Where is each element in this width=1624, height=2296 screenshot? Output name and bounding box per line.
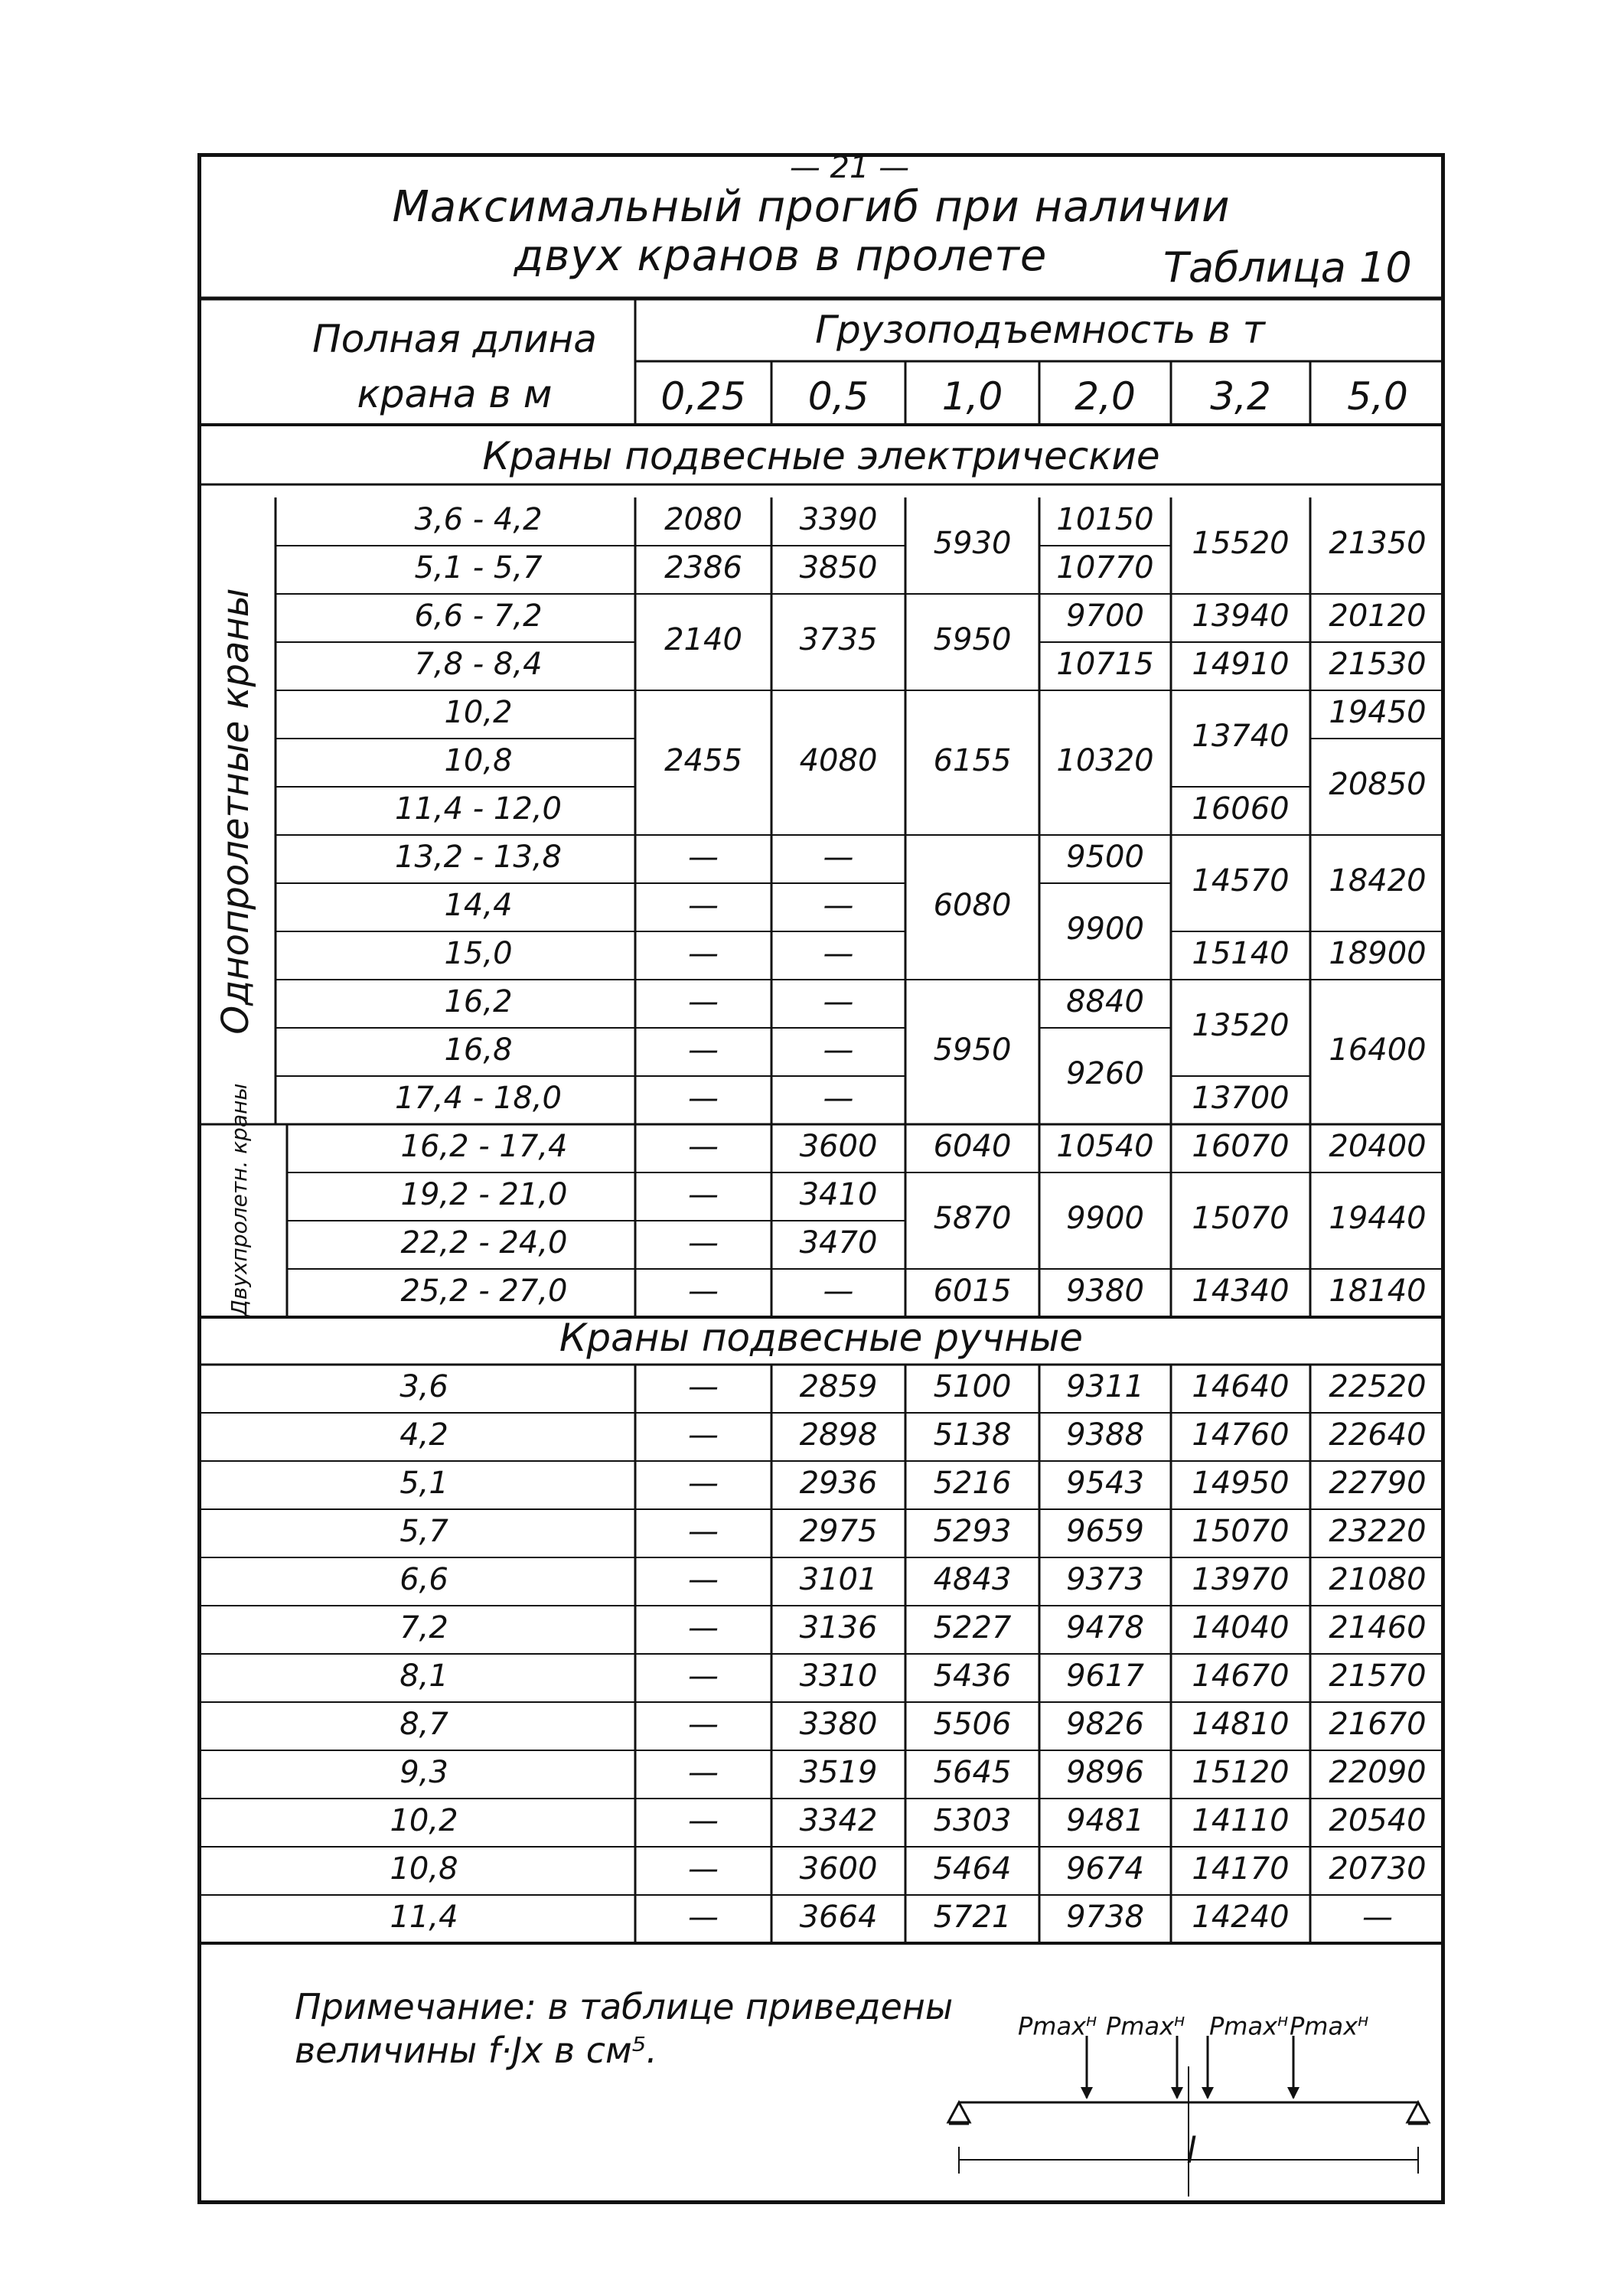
- capacity-header-2: 0,5: [807, 374, 869, 419]
- manual-value-cell: 14240: [1192, 1899, 1290, 1935]
- manual-value-cell: 20540: [1329, 1802, 1427, 1838]
- manual-value-cell: 9311: [1066, 1368, 1144, 1404]
- support-icon: [948, 2102, 970, 2122]
- page-subtitle: двух кранов в пролете: [514, 231, 1048, 281]
- crane-length-cell: 16,2: [444, 983, 513, 1019]
- crane-length-cell: 22,2 - 24,0: [400, 1225, 568, 1261]
- section-title-electric: Краны подвесные электрические: [482, 434, 1160, 478]
- manual-value-cell: 3136: [799, 1609, 878, 1645]
- electric-value-cell: —: [688, 1225, 719, 1261]
- manual-length-cell: 9,3: [399, 1754, 448, 1790]
- electric-value-cell: 5950: [933, 1032, 1012, 1068]
- manual-value-cell: 5303: [933, 1802, 1012, 1838]
- manual-length-cell: 8,7: [399, 1706, 448, 1742]
- crane-length-cell: 15,0: [444, 935, 513, 971]
- manual-length-cell: 7,2: [399, 1609, 448, 1645]
- electric-value-cell: 18140: [1329, 1273, 1427, 1309]
- electric-value-cell: 6155: [933, 742, 1012, 778]
- manual-length-cell: 10,8: [390, 1851, 458, 1887]
- page-title: Максимальный прогиб при наличии: [392, 182, 1231, 232]
- manual-value-cell: 2975: [799, 1513, 878, 1549]
- manual-value-cell: 9674: [1066, 1851, 1144, 1887]
- crane-length-cell: 6,6 - 7,2: [414, 598, 543, 634]
- electric-value-cell: 2455: [664, 742, 742, 778]
- note-text: Примечание: в таблице приведены: [295, 1986, 954, 2027]
- manual-value-cell: 21080: [1329, 1561, 1427, 1597]
- crane-length-cell: 13,2 - 13,8: [395, 839, 562, 875]
- electric-value-cell: —: [823, 1273, 854, 1309]
- manual-value-cell: 13970: [1192, 1561, 1290, 1597]
- electric-value-cell: 2386: [664, 550, 742, 585]
- electric-value-cell: 14340: [1192, 1273, 1290, 1309]
- manual-length-cell: 5,7: [399, 1513, 448, 1549]
- electric-value-cell: 9260: [1066, 1056, 1144, 1091]
- load-arrow-icon: [1081, 2087, 1093, 2099]
- electric-value-cell: 9380: [1066, 1273, 1144, 1309]
- note-formula: величины f·Jx в см⁵.: [295, 2030, 657, 2071]
- electric-value-cell: 10715: [1056, 646, 1154, 682]
- manual-value-cell: —: [1362, 1899, 1393, 1935]
- electric-value-cell: 8840: [1066, 983, 1144, 1019]
- electric-value-cell: 20120: [1329, 598, 1427, 634]
- electric-value-cell: 16060: [1192, 791, 1290, 827]
- manual-value-cell: 14760: [1192, 1417, 1290, 1453]
- manual-length-cell: 6,6: [399, 1561, 448, 1597]
- crane-length-cell: 14,4: [444, 887, 513, 923]
- manual-value-cell: —: [688, 1561, 719, 1597]
- crane-length-cell: 11,4 - 12,0: [395, 791, 562, 827]
- electric-value-cell: 5930: [933, 526, 1012, 561]
- manual-value-cell: 14170: [1192, 1851, 1290, 1887]
- electric-value-cell: 14910: [1192, 646, 1290, 682]
- manual-value-cell: 14810: [1192, 1706, 1290, 1742]
- manual-value-cell: —: [688, 1754, 719, 1790]
- manual-value-cell: 14640: [1192, 1368, 1290, 1404]
- capacity-header-4: 2,0: [1075, 374, 1136, 419]
- manual-length-cell: 8,1: [399, 1658, 448, 1694]
- electric-value-cell: 19440: [1329, 1201, 1427, 1236]
- electric-value-cell: 20850: [1329, 767, 1427, 802]
- crane-length-cell: 16,8: [444, 1032, 513, 1068]
- manual-value-cell: 9478: [1066, 1609, 1144, 1645]
- manual-value-cell: —: [688, 1609, 719, 1645]
- manual-value-cell: 9826: [1066, 1706, 1144, 1742]
- support-icon: [1407, 2102, 1429, 2122]
- manual-value-cell: 5506: [933, 1706, 1012, 1742]
- electric-value-cell: 16070: [1192, 1128, 1290, 1164]
- span-label: l: [1186, 2130, 1196, 2171]
- manual-value-cell: 23220: [1329, 1513, 1427, 1549]
- load-label: Pmax$^н$: [1209, 2011, 1289, 2041]
- manual-value-cell: 15120: [1192, 1754, 1290, 1790]
- manual-value-cell: 5436: [933, 1658, 1012, 1694]
- manual-value-cell: —: [688, 1417, 719, 1453]
- electric-value-cell: 3410: [799, 1176, 878, 1212]
- electric-value-cell: 18420: [1329, 863, 1427, 899]
- crane-length-cell: 25,2 - 27,0: [400, 1273, 568, 1309]
- electric-value-cell: 9700: [1066, 598, 1144, 634]
- electric-value-cell: —: [688, 935, 719, 971]
- manual-value-cell: 4843: [933, 1561, 1012, 1597]
- manual-value-cell: 9617: [1066, 1658, 1144, 1694]
- manual-value-cell: —: [688, 1513, 719, 1549]
- crane-length-cell: 19,2 - 21,0: [400, 1176, 568, 1212]
- electric-value-cell: 5870: [933, 1201, 1012, 1236]
- electric-value-cell: 15520: [1192, 526, 1290, 561]
- crane-length-cell: 7,8 - 8,4: [414, 646, 543, 682]
- electric-value-cell: 13740: [1192, 719, 1290, 754]
- load-arrow-icon: [1202, 2087, 1214, 2099]
- manual-value-cell: 3380: [799, 1706, 878, 1742]
- electric-value-cell: 13940: [1192, 598, 1290, 634]
- electric-value-cell: —: [823, 983, 854, 1019]
- electric-value-cell: —: [688, 1032, 719, 1068]
- manual-value-cell: 14950: [1192, 1465, 1290, 1501]
- crane-length-cell: 3,6 - 4,2: [414, 501, 543, 537]
- manual-value-cell: 3664: [799, 1899, 878, 1935]
- electric-value-cell: 6040: [933, 1128, 1012, 1164]
- manual-value-cell: —: [688, 1658, 719, 1694]
- electric-value-cell: —: [688, 1176, 719, 1212]
- electric-value-cell: 3390: [799, 501, 878, 537]
- electric-value-cell: 14570: [1192, 863, 1290, 899]
- electric-value-cell: 4080: [799, 742, 878, 778]
- manual-value-cell: 15070: [1192, 1513, 1290, 1549]
- manual-value-cell: 21670: [1329, 1706, 1427, 1742]
- manual-value-cell: 14040: [1192, 1609, 1290, 1645]
- electric-value-cell: 21530: [1329, 646, 1427, 682]
- column-group-capacity: Грузоподъемность в т: [815, 308, 1265, 352]
- crane-length-cell: 5,1 - 5,7: [414, 550, 543, 585]
- column-header-length-unit: крана в м: [357, 372, 553, 416]
- electric-value-cell: 2140: [664, 622, 742, 657]
- electric-value-cell: 2080: [664, 501, 742, 537]
- manual-value-cell: —: [688, 1368, 719, 1404]
- electric-value-cell: 3735: [799, 622, 878, 657]
- electric-value-cell: 20400: [1329, 1128, 1427, 1164]
- electric-value-cell: 3470: [799, 1225, 878, 1261]
- manual-value-cell: 22640: [1329, 1417, 1427, 1453]
- crane-length-cell: 16,2 - 17,4: [400, 1128, 568, 1164]
- manual-value-cell: 5216: [933, 1465, 1012, 1501]
- electric-value-cell: —: [823, 935, 854, 971]
- table-label: Таблица 10: [1163, 243, 1412, 292]
- electric-value-cell: 15140: [1192, 935, 1290, 971]
- electric-value-cell: —: [823, 1080, 854, 1116]
- manual-value-cell: 2859: [799, 1368, 878, 1404]
- manual-value-cell: 3600: [799, 1851, 878, 1887]
- manual-length-cell: 4,2: [399, 1417, 448, 1453]
- manual-value-cell: 21460: [1329, 1609, 1427, 1645]
- load-arrow-icon: [1287, 2087, 1300, 2099]
- manual-length-cell: 10,2: [390, 1802, 458, 1838]
- load-arrow-icon: [1171, 2087, 1183, 2099]
- crane-length-cell: 10,8: [444, 742, 513, 778]
- manual-value-cell: 20730: [1329, 1851, 1427, 1887]
- load-superscript: н: [1358, 2011, 1369, 2030]
- capacity-header-6: 5,0: [1347, 374, 1408, 419]
- manual-value-cell: 5100: [933, 1368, 1012, 1404]
- electric-value-cell: 3600: [799, 1128, 878, 1164]
- manual-value-cell: 9896: [1066, 1754, 1144, 1790]
- manual-value-cell: 9481: [1066, 1802, 1144, 1838]
- electric-value-cell: 21350: [1329, 526, 1427, 561]
- manual-value-cell: 21570: [1329, 1658, 1427, 1694]
- crane-length-cell: 17,4 - 18,0: [395, 1080, 562, 1116]
- manual-value-cell: 2936: [799, 1465, 878, 1501]
- electric-value-cell: 18900: [1329, 935, 1427, 971]
- manual-length-cell: 11,4: [390, 1899, 458, 1935]
- load-label: Pmax$^н$: [1018, 2011, 1097, 2041]
- manual-value-cell: 9659: [1066, 1513, 1144, 1549]
- electric-value-cell: 10540: [1056, 1128, 1154, 1164]
- manual-value-cell: 9388: [1066, 1417, 1144, 1453]
- manual-value-cell: 5227: [933, 1609, 1012, 1645]
- electric-value-cell: 10770: [1056, 550, 1154, 585]
- electric-value-cell: 6015: [933, 1273, 1012, 1309]
- manual-length-cell: 3,6: [399, 1368, 448, 1404]
- column-header-length: Полная длина: [312, 317, 597, 361]
- electric-value-cell: 9500: [1066, 839, 1144, 875]
- manual-value-cell: 22090: [1329, 1754, 1427, 1790]
- load-superscript: н: [1277, 2011, 1289, 2030]
- electric-value-cell: 10150: [1056, 501, 1154, 537]
- manual-value-cell: 9543: [1066, 1465, 1144, 1501]
- manual-value-cell: 3519: [799, 1754, 878, 1790]
- electric-value-cell: 6080: [933, 887, 1012, 923]
- electric-value-cell: —: [688, 839, 719, 875]
- electric-value-cell: —: [688, 887, 719, 923]
- manual-value-cell: 5645: [933, 1754, 1012, 1790]
- manual-value-cell: 5721: [933, 1899, 1012, 1935]
- electric-value-cell: 13520: [1192, 1008, 1290, 1043]
- page-number: — 21 —: [789, 150, 910, 185]
- manual-value-cell: 5293: [933, 1513, 1012, 1549]
- electric-value-cell: —: [823, 1032, 854, 1068]
- electric-value-cell: —: [688, 983, 719, 1019]
- crane-length-cell: 10,2: [444, 694, 513, 730]
- manual-value-cell: 3342: [799, 1802, 878, 1838]
- electric-value-cell: 9900: [1066, 1201, 1144, 1236]
- manual-value-cell: 22520: [1329, 1368, 1427, 1404]
- load-superscript: н: [1174, 2011, 1185, 2030]
- section-title-manual: Краны подвесные ручные: [559, 1316, 1084, 1360]
- manual-value-cell: 22790: [1329, 1465, 1427, 1501]
- electric-value-cell: 16400: [1329, 1032, 1427, 1068]
- manual-value-cell: 9738: [1066, 1899, 1144, 1935]
- manual-value-cell: 5138: [933, 1417, 1012, 1453]
- load-superscript: н: [1086, 2011, 1097, 2030]
- electric-value-cell: —: [823, 839, 854, 875]
- electric-value-cell: 19450: [1329, 694, 1427, 730]
- manual-value-cell: 5464: [933, 1851, 1012, 1887]
- manual-value-cell: —: [688, 1851, 719, 1887]
- manual-value-cell: 3310: [799, 1658, 878, 1694]
- electric-value-cell: —: [823, 887, 854, 923]
- electric-value-cell: 10320: [1056, 742, 1154, 778]
- group-label-single-span: Однопролетные краны: [214, 587, 257, 1035]
- manual-value-cell: 3101: [799, 1561, 878, 1597]
- electric-value-cell: —: [688, 1273, 719, 1309]
- electric-value-cell: —: [688, 1128, 719, 1164]
- capacity-header-3: 1,0: [941, 374, 1003, 419]
- group-label-double-span: Двухпролетн. краны: [227, 1083, 252, 1316]
- manual-value-cell: 2898: [799, 1417, 878, 1453]
- electric-value-cell: 9900: [1066, 912, 1144, 947]
- manual-value-cell: —: [688, 1802, 719, 1838]
- manual-value-cell: —: [688, 1899, 719, 1935]
- electric-value-cell: 13700: [1192, 1080, 1290, 1116]
- electric-value-cell: 3850: [799, 550, 878, 585]
- load-label: Pmax$^н$: [1106, 2011, 1185, 2041]
- load-label: Pmax$^н$: [1290, 2011, 1369, 2041]
- electric-value-cell: 5950: [933, 622, 1012, 657]
- capacity-header-1: 0,25: [660, 374, 746, 419]
- electric-value-cell: —: [688, 1080, 719, 1116]
- manual-value-cell: 14110: [1192, 1802, 1290, 1838]
- manual-value-cell: —: [688, 1465, 719, 1501]
- manual-value-cell: 9373: [1066, 1561, 1144, 1597]
- electric-value-cell: 15070: [1192, 1201, 1290, 1236]
- manual-length-cell: 5,1: [399, 1465, 448, 1501]
- manual-value-cell: 14670: [1192, 1658, 1290, 1694]
- manual-value-cell: —: [688, 1706, 719, 1742]
- capacity-header-5: 3,2: [1210, 374, 1271, 419]
